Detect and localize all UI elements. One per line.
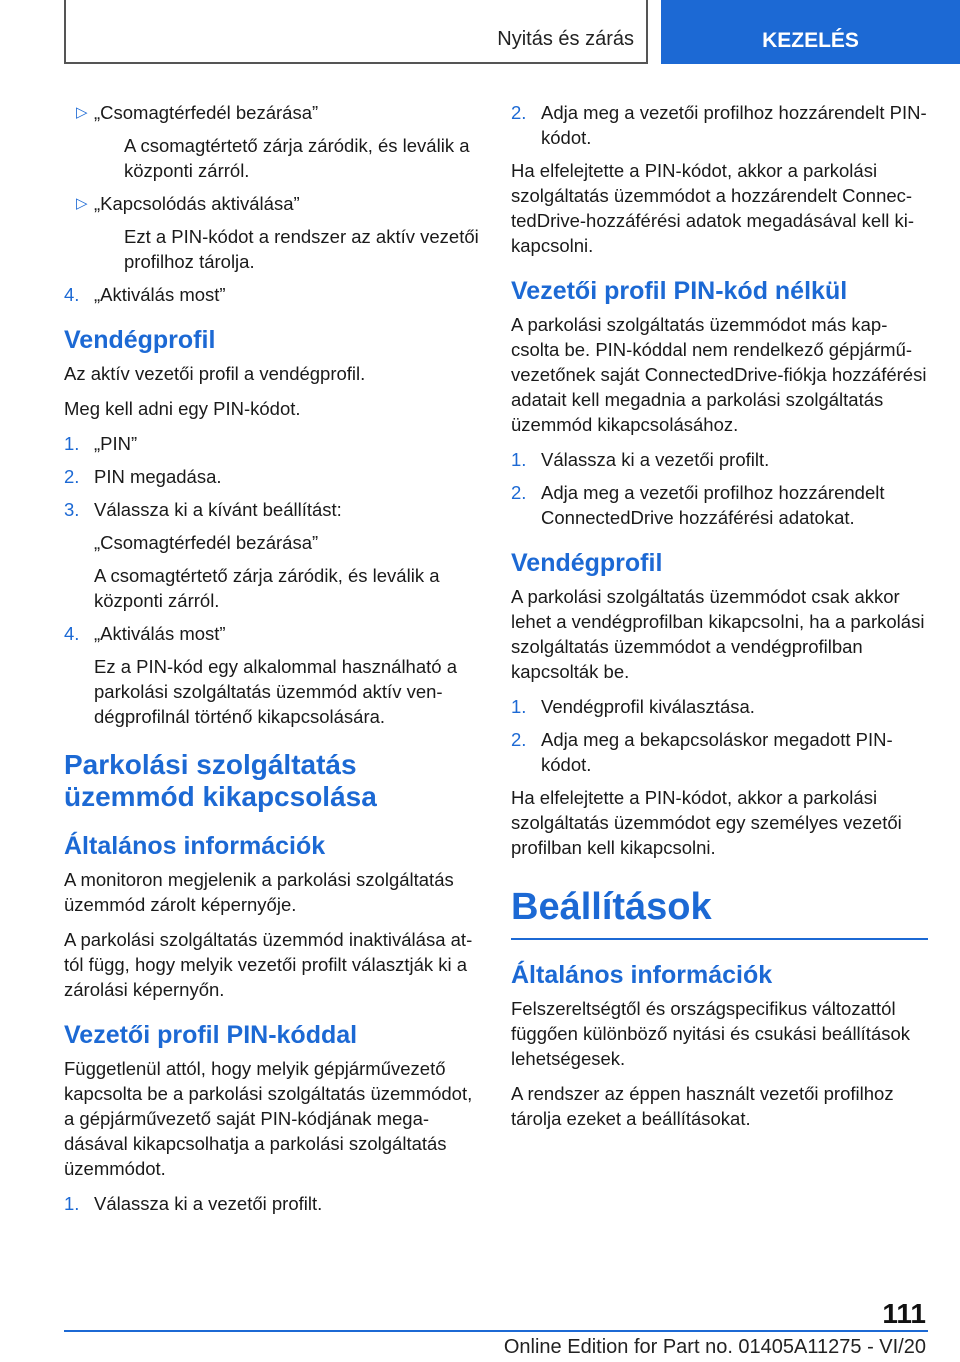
paragraph: A monitoron megjelenik a parkolási szolgáltatás üzemmód zárolt képernyője. <box>64 869 454 915</box>
paragraph: Ha elfelejtette a PIN-kódot, akkor a parkolási szolgáltatás üzemmódot a hozzárendelt ConnectedDrive-hozzáférési adatok megadásával kell kikapcsolni. <box>511 160 915 256</box>
list-text: Adja meg a vezetői profilhoz hozzárendelt ConnectedDrive hozzáférési adatokat. <box>541 482 885 528</box>
right-column <box>511 100 928 1141</box>
list-number: 2. <box>511 482 527 503</box>
list-item <box>64 282 480 307</box>
list-number: 2. <box>511 729 527 750</box>
section-heading-guest: Vendégprofil <box>64 326 216 354</box>
option-title: „Csomagtérfedél bezárása” <box>94 532 319 553</box>
header-section-title: Nyitás és zárás <box>497 28 634 50</box>
list-text: „PIN” <box>94 433 138 454</box>
list-item <box>64 431 480 456</box>
section-heading-settings: Beállítások <box>511 884 928 940</box>
header-chapter-tab[interactable]: KEZELÉS <box>661 0 960 64</box>
list-text: PIN megadása. <box>94 466 222 487</box>
list-number: 1. <box>64 1193 80 1214</box>
paragraph: Meg kell adni egy PIN-kódot. <box>64 398 301 419</box>
list-number: 4. <box>64 623 80 644</box>
sub-list-item <box>64 100 480 125</box>
list-number: 2. <box>64 466 80 487</box>
paragraph: A parkolási szolgáltatás üzemmód inaktiválása attól függ, hogy melyik vezetői profilt választják ki a zárolási képernyőn. <box>64 929 473 1000</box>
paragraph: Függetlenül attól, hogy melyik gépjárművezető kapcsolta be a parkolási szolgáltatás üzemmódot, a gépjárművezető saját PIN-kódjának megadásával kikapcsolhatja a parkolási szolgáltatás üzemmódot. <box>64 1058 473 1179</box>
list-item <box>511 100 928 150</box>
list-number: 1. <box>511 696 527 717</box>
list-text: „Aktiválás most” <box>94 284 226 305</box>
triangle-bullet-icon: ▷ <box>76 195 88 212</box>
footer-edition: Online Edition for Part no. 01405A11275 - VI/20 <box>503 1336 926 1358</box>
list-text: Válassza ki a vezetői profilt. <box>541 449 770 470</box>
paragraph: Ha elfelejtette a PIN-kódot, akkor a parkolási szolgáltatás üzemmódot egy személyes vezetői profilban kell kikapcsolni. <box>511 787 902 858</box>
list-item <box>511 694 928 719</box>
list-item <box>511 447 928 472</box>
section-heading-nopin: Vezetői profil PIN-kód nélkül <box>511 277 848 305</box>
footer-divider <box>64 1330 928 1332</box>
list-item <box>64 464 480 489</box>
section-heading-guest-right: Vendégprofil <box>511 549 663 577</box>
paragraph: A parkolási szolgáltatás üzemmódot más kapcsolta be. PIN-kóddal nem rendelkező gépjárművezetőnek saját ConnectedDrive-fiókja hozzáférési adatait kell megadnia a parkolási szolgáltatás üzemmód kikapcsolásához. <box>511 314 927 435</box>
sub-item-text: Ezt a PIN-kódot a rendszer az aktív vezetői profilhoz tárolja. <box>124 226 479 272</box>
list-number: 3. <box>64 499 80 520</box>
list-text: „Aktiválás most” <box>94 623 226 644</box>
sub-item-title: „Csomagtérfedél bezárása” <box>94 102 319 123</box>
page-number: 111 <box>882 1298 926 1329</box>
list-item <box>64 621 480 646</box>
option-text: A csomagtértető zárja záródik, és leválik a központi zárról. <box>94 565 440 611</box>
list-number: 1. <box>511 449 527 470</box>
list-text: Adja meg a vezetői profilhoz hozzárendelt PIN-kódot. <box>541 102 927 148</box>
list-item <box>64 497 480 522</box>
paragraph: A rendszer az éppen használt vezetői profilhoz tárolja ezeket a beállításokat. <box>511 1083 894 1129</box>
list-item <box>64 1191 480 1216</box>
section-heading-pin: Vezetői profil PIN-kóddal <box>64 1021 358 1049</box>
list-item <box>511 727 928 777</box>
list-number: 1. <box>64 433 80 454</box>
section-heading-parking: Parkolási szolgáltatás üzemmód kikapcsolása <box>64 749 377 812</box>
paragraph: Az aktív vezetői profil a vendégprofil. <box>64 363 366 384</box>
sub-item-text: A csomagtértető zárja záródik, és leválik a központi zárról. <box>124 135 470 181</box>
list-text: Adja meg a bekapcsoláskor megadott PIN-kódot. <box>541 729 893 775</box>
triangle-bullet-icon: ▷ <box>76 104 88 121</box>
list-item <box>511 480 928 530</box>
sub-list-item <box>64 191 480 216</box>
list-detail: Ez a PIN-kód egy alkalommal használható a parkolási szolgáltatás üzemmód aktív vendégprofilnál történő kikapcsolására. <box>94 656 457 727</box>
left-column <box>64 100 480 1224</box>
sub-item-title: „Kapcsolódás aktiválása” <box>94 193 300 214</box>
list-text: Válassza ki a kívánt beállítást: <box>94 499 342 520</box>
paragraph: A parkolási szolgáltatás üzemmódot csak akkor lehet a vendégprofilban kikapcsolni, ha a parkolási szolgáltatás üzemmódot a vendégprofilban kapcsolták be. <box>511 586 925 682</box>
list-number: 2. <box>511 102 527 123</box>
list-number: 4. <box>64 284 80 305</box>
section-heading-settings-general: Általános információk <box>511 961 773 989</box>
section-heading-general: Általános információk <box>64 832 326 860</box>
list-text: Vendégprofil kiválasztása. <box>541 696 755 717</box>
list-text: Válassza ki a vezetői profilt. <box>94 1193 323 1214</box>
paragraph: Felszereltségtől és országspecifikus változattól függően különböző nyitási és csukási beállítások lehetségesek. <box>511 998 911 1069</box>
